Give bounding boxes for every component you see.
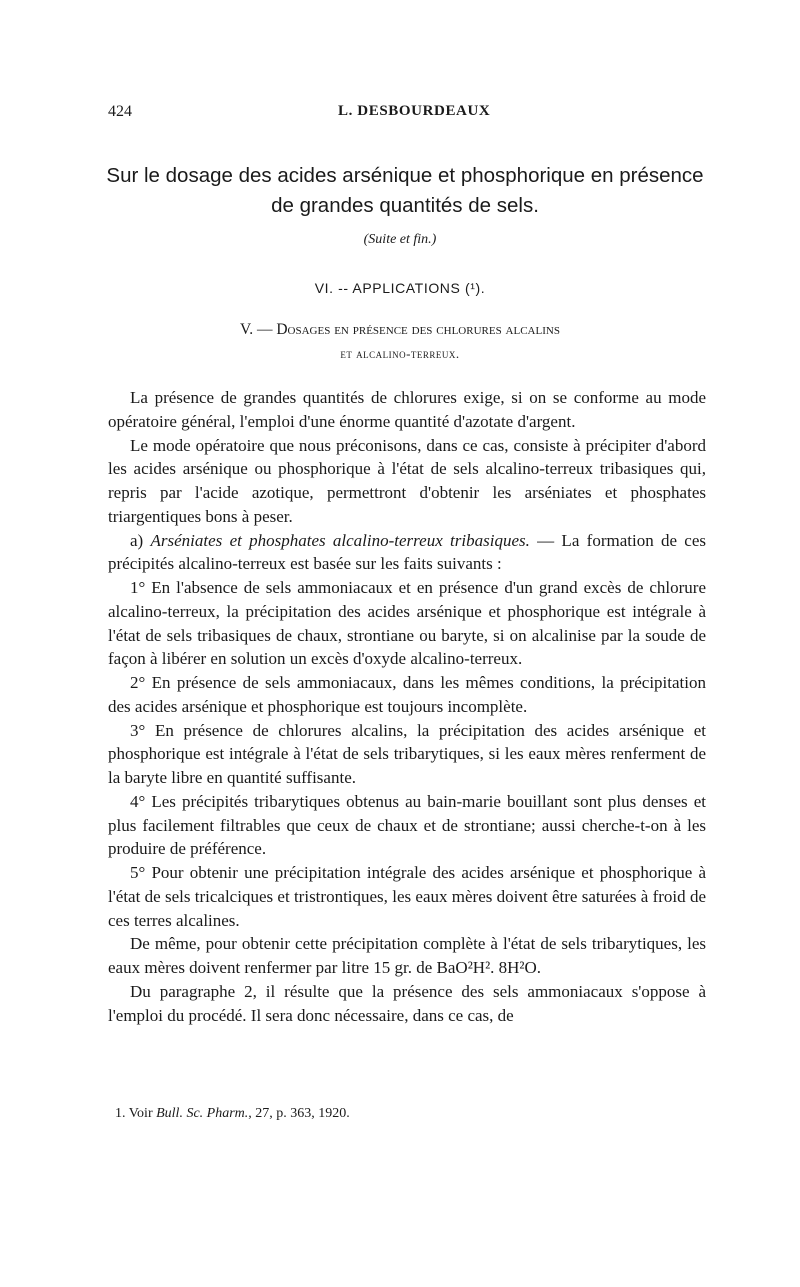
- page-number: 424: [108, 103, 132, 120]
- subsection-line-2: et alcalino-terreux.: [340, 346, 460, 361]
- paragraph: [108, 529, 706, 577]
- page-header: [108, 103, 708, 127]
- running-head: L. DESBOURDEAUX: [338, 103, 491, 119]
- paragraph-italic-heading: Arséniates et phosphates alcalino-terreux tribasiques.: [150, 530, 530, 550]
- paragraph: 4° Les précipités tribarytiques obtenus au bain-marie bouillant sont plus denses et plus facilement filtrables que ceux de chaux et de strontiane; aussi cherche-t-on à les produire de préférence.: [108, 791, 706, 859]
- body-text: [108, 386, 706, 1027]
- footnote-number: 1.: [115, 1106, 126, 1121]
- title-line-1: Sur le dosage des acides arsénique et phosphorique en présence: [106, 164, 704, 187]
- paragraph: Du paragraphe 2, il résulte que la présence des sels ammoniacaux s'oppose à l'emploi du procédé. Il sera donc nécessaire, dans ce cas, de: [108, 981, 706, 1025]
- footnote-journal: Bull. Sc. Pharm.: [156, 1106, 249, 1121]
- subsection-line-1: V. — Dosages en présence des chlorures alcalins: [240, 321, 560, 338]
- footnote-reference: (¹).: [464, 280, 486, 296]
- paragraph: Le mode opératoire que nous préconisons, dans ce cas, consiste à précipiter d'abord les acides arsénique ou phosphorique à l'état de sels alcalino-terreux tribasiques qui, repris par l'acide azotique, permettront d'obtenir les arséniates et phosphates triargentiques bons à peser.: [108, 435, 706, 526]
- title-line-2: de grandes quantités de sels.: [271, 194, 539, 217]
- section-heading: [0, 280, 800, 296]
- paragraph: 5° Pour obtenir une précipitation intégrale des acides arsénique et phosphorique à l'état de sels tricalciques et tristrontiques, les eaux mères doivent être saturées à froid de ces terres alcalines.: [108, 863, 706, 930]
- article-subtitle: (Suite et fin.): [363, 232, 437, 247]
- footnote-text-before: Voir: [128, 1106, 157, 1121]
- paragraph-text: — La formation de ces précipités alcalino-terreux est basée sur les faits suivants :: [108, 530, 707, 574]
- paragraph: 1° En l'absence de sels ammoniacaux et en présence d'un grand excès de chlorure alcalino-terreux, la précipitation des acides arsénique et phosphorique est intégrale à l'état de sels tribasiques de chaux, strontiane ou baryte, si on alcalinise par la soude de façon à libérer en solution un excès d'oxyde alcalino-terreux.: [108, 578, 706, 669]
- footnote: [115, 1106, 350, 1122]
- article-title: [100, 161, 710, 221]
- subsection-heading: [0, 318, 800, 366]
- paragraph: 2° En présence de sels ammoniacaux, dans les mêmes conditions, la précipitation des acides arsénique et phosphorique est toujours incomplète.: [108, 673, 706, 716]
- paragraph: De même, pour obtenir cette précipitation complète à l'état de sels tribarytiques, les eaux mères doivent renfermer par litre 15 gr. de BaO²H². 8H²O.: [108, 934, 706, 977]
- paragraph: 3° En présence de chlorures alcalins, la précipitation des acides arsénique et phosphorique est intégrale à l'état de sels tribarytiques, si les eaux mères renferment de la baryte libre en quantité suffisante.: [108, 720, 706, 787]
- section-heading-text: VI. -- APPLICATIONS: [314, 280, 461, 296]
- footnote-text-after: , 27, p. 363, 1920.: [248, 1106, 350, 1121]
- paragraph: La présence de grandes quantités de chlorures exige, si on se conforme au mode opératoire général, l'emploi d'une énorme quantité d'azotate d'argent.: [108, 388, 706, 431]
- paragraph-label: a): [130, 530, 144, 550]
